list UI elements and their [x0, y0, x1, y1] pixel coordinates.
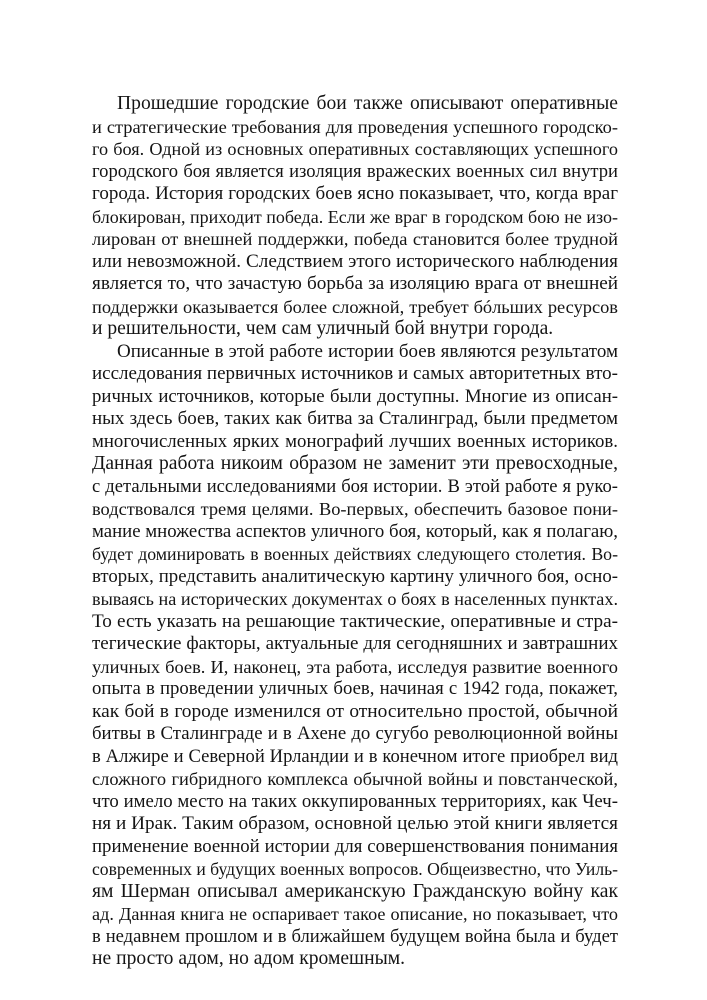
text-line: городского боя является изоляция вражеских военных сил внутри	[92, 160, 618, 182]
text-line: в Алжире и Северной Ирландии и в конечном итоге приобрел вид	[92, 745, 618, 767]
text-line: ных здесь боев, таких как битва за Сталинград, были предметом	[92, 408, 618, 429]
text-line: и стратегические требования для проведения успешного городско-	[92, 116, 618, 137]
text-line: в недавнем прошлом и в ближайшем будущем война была и будет	[92, 925, 618, 947]
text-line: как бой в городе изменился от относительно простой, обычной	[92, 700, 618, 722]
text-line: опыта в проведении уличных боев, начиная с 1942 года, покажет,	[92, 678, 618, 699]
text-line: ад. Данная книга не оспаривает такое описание, но показывает, что	[92, 904, 618, 924]
text-line: города. История городских боев ясно показывает, что, когда враг	[92, 183, 618, 204]
body-text	[92, 93, 618, 971]
paragraph	[92, 93, 618, 341]
text-line: ня и Ирак. Таким образом, основной целью этой книги является	[92, 813, 618, 834]
text-line: То есть указать на решающие тактические, оперативные и стра-	[92, 610, 618, 632]
text-line: сложного гибридного комплекса обычной войны и повстанческой,	[92, 769, 618, 789]
text-line: мание множества аспектов уличного боя, который, как я полагаю,	[92, 520, 618, 542]
text-line: поддержки оказывается более сложной, требует бóльших ресурсов	[92, 296, 618, 317]
text-line: блокирован, приходит победа. Если же враг в городском бою не изо-	[92, 206, 618, 227]
text-line: Прошедшие городские бои также описывают оперативные	[117, 93, 618, 114]
text-line: является то, что зачастую борьба за изоляцию врага от внешней	[92, 273, 618, 294]
text-line: тегические факторы, актуальные для сегодняшних и завтрашних	[92, 633, 618, 654]
text-line: будет доминировать в военных действиях следующего столетия. Во-	[92, 544, 618, 564]
text-line: вываясь на исторических документах о боях в населенных пунктах.	[92, 589, 618, 609]
text-line: с детальными исследованиями боя истории. В этой работе я руко-	[92, 475, 618, 497]
text-line: битвы в Сталинграде и в Ахене до сугубо революционной войны	[92, 723, 618, 744]
text-line: применение военной истории для совершенствования понимания	[92, 835, 618, 857]
text-line: или невозможной. Следствием этого исторического наблюдения	[92, 250, 618, 272]
text-line: и решительности, чем сам уличный бой внутри города.	[92, 318, 554, 339]
text-line: ям Шерман описывал американскую Гражданскую войну как	[92, 880, 618, 902]
text-line: вторых, представить аналитическую картину уличного боя, осно-	[92, 565, 618, 587]
text-line: Описанные в этой работе истории боев являются результатом	[117, 340, 618, 362]
paragraph	[92, 341, 618, 971]
text-line: не просто адом, но адом кромешным.	[92, 948, 406, 969]
text-line: Данная работа никоим образом не заменит эти превосходные,	[92, 453, 618, 474]
text-line: современных и будущих военных вопросов. Общеизвестно, что Уиль-	[92, 859, 618, 879]
text-line: исследования первичных источников и самых авторитетных вто-	[92, 363, 618, 384]
text-line: многочисленных ярких монографий лучших военных историков.	[92, 430, 618, 452]
text-line: ричных источников, которые были доступны. Многие из описан-	[92, 385, 618, 407]
text-line: уличных боев. И, наконец, эта работа, исследуя развитие военного	[92, 656, 618, 677]
text-line: что имело место на таких оккупированных территориях, как Чеч-	[92, 790, 618, 812]
text-line: лирован от внешней поддержки, победа становится более трудной	[92, 229, 618, 249]
text-line: го боя. Одной из основных оперативных составляющих успешного	[92, 139, 618, 159]
text-line: водствовался тремя целями. Во-первых, обеспечить базовое пони-	[92, 499, 618, 519]
